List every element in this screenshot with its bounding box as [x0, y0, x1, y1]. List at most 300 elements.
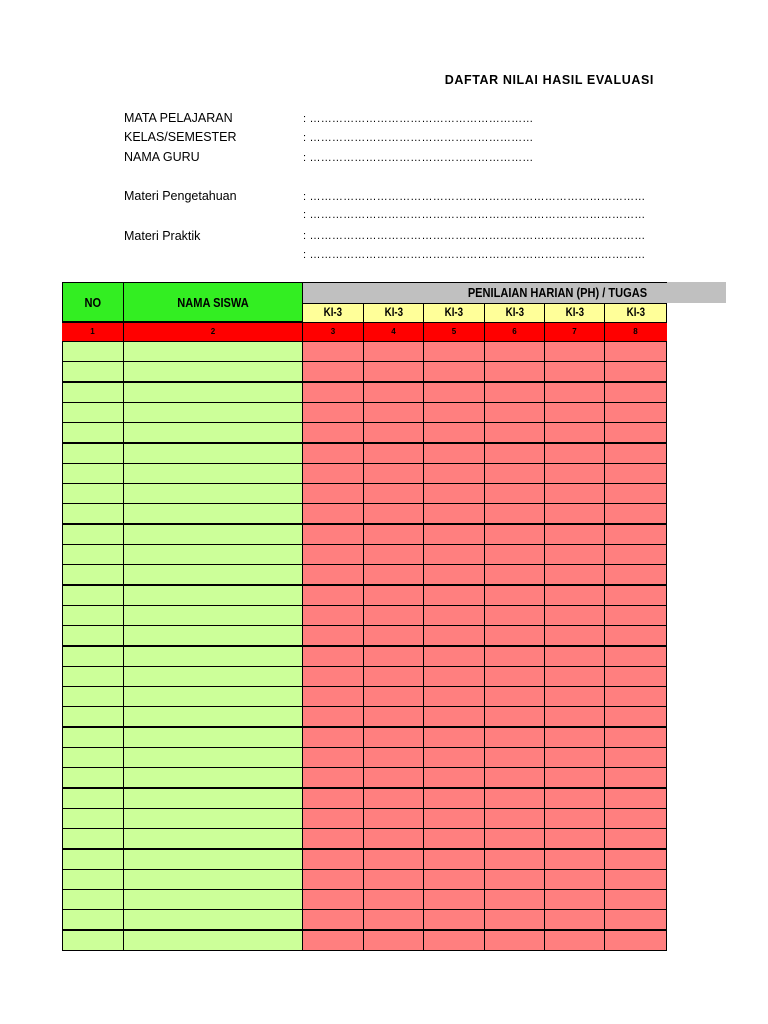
- cell-no[interactable]: [62, 463, 124, 484]
- cell-score-3[interactable]: [302, 483, 364, 504]
- cell-score-5[interactable]: [423, 524, 485, 545]
- cell-score-8[interactable]: [604, 625, 667, 646]
- cell-score-7[interactable]: [544, 361, 605, 382]
- ki-header-2: [363, 303, 424, 323]
- cell-score-5[interactable]: [423, 646, 485, 667]
- cell-score-4[interactable]: [363, 361, 424, 382]
- table-row: [62, 788, 667, 808]
- cell-no[interactable]: [62, 849, 124, 870]
- ki-header-6: [604, 303, 667, 323]
- column-number-row: [62, 322, 667, 342]
- cell-nama-siswa[interactable]: [123, 544, 303, 565]
- cell-score-5[interactable]: [423, 544, 485, 565]
- cell-score-5[interactable]: [423, 889, 485, 910]
- cell-score-8[interactable]: [604, 869, 667, 890]
- cell-score-6[interactable]: [484, 706, 545, 727]
- table-row: [62, 585, 667, 605]
- cell-score-5[interactable]: [423, 666, 485, 687]
- cell-nama-siswa[interactable]: [123, 808, 303, 829]
- cell-nama-siswa[interactable]: [123, 788, 303, 809]
- table-row: [62, 402, 667, 422]
- cell-score-3[interactable]: [302, 361, 364, 382]
- cell-nama-siswa[interactable]: [123, 909, 303, 930]
- cell-score-8[interactable]: [604, 747, 667, 768]
- cell-score-7[interactable]: [544, 747, 605, 768]
- cell-score-3[interactable]: [302, 524, 364, 545]
- table-row: [62, 808, 667, 828]
- cell-score-7[interactable]: [544, 930, 605, 951]
- cell-score-5[interactable]: [423, 402, 485, 423]
- info-value-materi-pengetahuan-1[interactable]: : ………………………………………………………………………………: [303, 191, 646, 203]
- cell-no[interactable]: [62, 443, 124, 464]
- table-row: [62, 849, 667, 869]
- col-number-1: 1: [90, 327, 95, 336]
- cell-no[interactable]: [62, 788, 124, 809]
- cell-nama-siswa[interactable]: [123, 443, 303, 464]
- cell-nama-siswa[interactable]: [123, 747, 303, 768]
- cell-score-7[interactable]: [544, 767, 605, 788]
- table-row: [62, 443, 667, 463]
- cell-score-7[interactable]: [544, 402, 605, 423]
- cell-nama-siswa[interactable]: [123, 869, 303, 890]
- cell-no[interactable]: [62, 361, 124, 382]
- cell-no[interactable]: [62, 828, 124, 849]
- cell-score-8[interactable]: [604, 706, 667, 727]
- info-value-materi-pengetahuan-2[interactable]: : ………………………………………………………………………………: [303, 209, 646, 221]
- col-number-7: 7: [572, 327, 577, 336]
- cell-score-7[interactable]: [544, 808, 605, 829]
- table-row: [62, 625, 667, 645]
- cell-score-4[interactable]: [363, 747, 424, 768]
- cell-score-4[interactable]: [363, 503, 424, 524]
- header-overflow-fill: [667, 282, 726, 303]
- cell-score-3[interactable]: [302, 889, 364, 910]
- col-number-2: 2: [210, 327, 216, 336]
- cell-score-8[interactable]: [604, 382, 667, 403]
- table-row: [62, 524, 667, 544]
- cell-no[interactable]: [62, 564, 124, 585]
- header-no-label: NO: [84, 294, 102, 310]
- cell-score-3[interactable]: [302, 849, 364, 870]
- cell-no[interactable]: [62, 341, 124, 362]
- info-value-materi-praktik-1[interactable]: : ………………………………………………………………………………: [303, 230, 646, 242]
- cell-score-5[interactable]: [423, 930, 485, 951]
- cell-score-6[interactable]: [484, 483, 545, 504]
- cell-no[interactable]: [62, 909, 124, 930]
- table-row: [62, 666, 667, 686]
- cell-score-3[interactable]: [302, 544, 364, 565]
- cell-score-8[interactable]: [604, 402, 667, 423]
- cell-no[interactable]: [62, 727, 124, 748]
- cell-score-8[interactable]: [604, 849, 667, 870]
- cell-score-3[interactable]: [302, 767, 364, 788]
- cell-score-3[interactable]: [302, 808, 364, 829]
- cell-score-8[interactable]: [604, 422, 667, 443]
- cell-no[interactable]: [62, 544, 124, 565]
- cell-score-7[interactable]: [544, 646, 605, 667]
- cell-no[interactable]: [62, 625, 124, 646]
- cell-score-8[interactable]: [604, 483, 667, 504]
- cell-score-5[interactable]: [423, 767, 485, 788]
- cell-score-4[interactable]: [363, 544, 424, 565]
- cell-score-4[interactable]: [363, 564, 424, 585]
- cell-no[interactable]: [62, 686, 124, 707]
- cell-score-6[interactable]: [484, 402, 545, 423]
- table-row: [62, 747, 667, 767]
- cell-nama-siswa[interactable]: [123, 625, 303, 646]
- info-value-nama-guru[interactable]: : ……………………………………………………: [303, 152, 534, 164]
- table-row: [62, 341, 667, 361]
- cell-nama-siswa[interactable]: [123, 767, 303, 788]
- cell-score-8[interactable]: [604, 808, 667, 829]
- cell-score-8[interactable]: [604, 605, 667, 626]
- cell-score-6[interactable]: [484, 564, 545, 585]
- cell-score-8[interactable]: [604, 686, 667, 707]
- table-row: [62, 767, 667, 787]
- cell-score-5[interactable]: [423, 382, 485, 403]
- cell-score-4[interactable]: [363, 930, 424, 951]
- cell-score-7[interactable]: [544, 625, 605, 646]
- col-number-6: 6: [512, 327, 517, 336]
- ph-header-label: PENILAIAN HARIAN (PH) / TUGAS: [467, 285, 648, 300]
- table-row: [62, 483, 667, 503]
- cell-score-4[interactable]: [363, 443, 424, 464]
- cell-no[interactable]: [62, 503, 124, 524]
- cell-no[interactable]: [62, 524, 124, 545]
- cell-score-3[interactable]: [302, 463, 364, 484]
- cell-nama-siswa[interactable]: [123, 524, 303, 545]
- cell-score-8[interactable]: [604, 828, 667, 849]
- cell-score-5[interactable]: [423, 706, 485, 727]
- cell-nama-siswa[interactable]: [123, 422, 303, 443]
- cell-score-3[interactable]: [302, 503, 364, 524]
- ki-header-label: KI-3: [505, 307, 524, 319]
- cell-score-6[interactable]: [484, 889, 545, 910]
- cell-score-6[interactable]: [484, 605, 545, 626]
- cell-score-8[interactable]: [604, 361, 667, 382]
- cell-score-7[interactable]: [544, 564, 605, 585]
- cell-nama-siswa[interactable]: [123, 585, 303, 606]
- cell-nama-siswa[interactable]: [123, 686, 303, 707]
- cell-no[interactable]: [62, 646, 124, 667]
- cell-score-4[interactable]: [363, 808, 424, 829]
- cell-score-4[interactable]: [363, 463, 424, 484]
- cell-score-7[interactable]: [544, 605, 605, 626]
- cell-score-3[interactable]: [302, 666, 364, 687]
- header-nama-siswa: [123, 282, 303, 322]
- cell-nama-siswa[interactable]: [123, 503, 303, 524]
- cell-no[interactable]: [62, 767, 124, 788]
- table-row: [62, 686, 667, 706]
- cell-score-4[interactable]: [363, 524, 424, 545]
- cell-score-4[interactable]: [363, 402, 424, 423]
- cell-score-5[interactable]: [423, 625, 485, 646]
- cell-score-7[interactable]: [544, 503, 605, 524]
- cell-score-5[interactable]: [423, 849, 485, 870]
- cell-score-7[interactable]: [544, 686, 605, 707]
- table-row: [62, 564, 667, 584]
- cell-score-6[interactable]: [484, 808, 545, 829]
- cell-score-4[interactable]: [363, 767, 424, 788]
- cell-score-6[interactable]: [484, 788, 545, 809]
- cell-score-5[interactable]: [423, 341, 485, 362]
- cell-score-3[interactable]: [302, 382, 364, 403]
- cell-score-7[interactable]: [544, 483, 605, 504]
- cell-nama-siswa[interactable]: [123, 849, 303, 870]
- ki-header-label: KI-3: [626, 307, 645, 319]
- ki-header-label: KI-3: [565, 307, 584, 319]
- cell-no[interactable]: [62, 605, 124, 626]
- cell-nama-siswa[interactable]: [123, 382, 303, 403]
- cell-score-7[interactable]: [544, 869, 605, 890]
- cell-no[interactable]: [62, 382, 124, 403]
- cell-score-6[interactable]: [484, 646, 545, 667]
- cell-score-6[interactable]: [484, 585, 545, 606]
- cell-score-6[interactable]: [484, 767, 545, 788]
- cell-score-8[interactable]: [604, 727, 667, 748]
- cell-no[interactable]: [62, 402, 124, 423]
- cell-score-5[interactable]: [423, 443, 485, 464]
- cell-no[interactable]: [62, 930, 124, 951]
- table-row: [62, 422, 667, 442]
- cell-no[interactable]: [62, 747, 124, 768]
- cell-score-8[interactable]: [604, 909, 667, 930]
- cell-score-7[interactable]: [544, 849, 605, 870]
- cell-score-4[interactable]: [363, 585, 424, 606]
- cell-score-5[interactable]: [423, 808, 485, 829]
- cell-score-8[interactable]: [604, 930, 667, 951]
- cell-score-6[interactable]: [484, 930, 545, 951]
- cell-score-7[interactable]: [544, 889, 605, 910]
- ki-header-5: [544, 303, 605, 323]
- cell-no[interactable]: [62, 666, 124, 687]
- cell-score-8[interactable]: [604, 443, 667, 464]
- cell-score-8[interactable]: [604, 788, 667, 809]
- cell-score-8[interactable]: [604, 889, 667, 910]
- grade-table: [62, 282, 667, 954]
- cell-score-7[interactable]: [544, 382, 605, 403]
- cell-nama-siswa[interactable]: [123, 666, 303, 687]
- table-row: [62, 503, 667, 523]
- cell-score-5[interactable]: [423, 564, 485, 585]
- cell-score-8[interactable]: [604, 524, 667, 545]
- cell-score-5[interactable]: [423, 463, 485, 484]
- col-number-5: 5: [451, 327, 457, 336]
- cell-score-3[interactable]: [302, 625, 364, 646]
- info-label-materi-pengetahuan: Materi Pengetahuan: [124, 189, 237, 203]
- cell-nama-siswa[interactable]: [123, 463, 303, 484]
- table-row: [62, 930, 667, 950]
- cell-score-8[interactable]: [604, 564, 667, 585]
- cell-score-5[interactable]: [423, 909, 485, 930]
- cell-score-3[interactable]: [302, 788, 364, 809]
- cell-score-5[interactable]: [423, 605, 485, 626]
- cell-score-8[interactable]: [604, 503, 667, 524]
- cell-score-5[interactable]: [423, 503, 485, 524]
- cell-score-4[interactable]: [363, 849, 424, 870]
- cell-score-6[interactable]: [484, 686, 545, 707]
- cell-nama-siswa[interactable]: [123, 646, 303, 667]
- cell-score-3[interactable]: [302, 869, 364, 890]
- cell-score-6[interactable]: [484, 544, 545, 565]
- cell-score-7[interactable]: [544, 443, 605, 464]
- cell-score-5[interactable]: [423, 422, 485, 443]
- cell-score-5[interactable]: [423, 828, 485, 849]
- table-row: [62, 869, 667, 889]
- cell-nama-siswa[interactable]: [123, 828, 303, 849]
- cell-score-7[interactable]: [544, 666, 605, 687]
- ki-header-3: [423, 303, 485, 323]
- cell-score-3[interactable]: [302, 909, 364, 930]
- cell-score-6[interactable]: [484, 503, 545, 524]
- cell-score-4[interactable]: [363, 625, 424, 646]
- cell-score-3[interactable]: [302, 341, 364, 362]
- cell-score-4[interactable]: [363, 706, 424, 727]
- cell-score-6[interactable]: [484, 463, 545, 484]
- cell-score-6[interactable]: [484, 666, 545, 687]
- cell-score-4[interactable]: [363, 889, 424, 910]
- cell-score-8[interactable]: [604, 585, 667, 606]
- cell-score-4[interactable]: [363, 666, 424, 687]
- cell-nama-siswa[interactable]: [123, 706, 303, 727]
- table-row: [62, 909, 667, 929]
- cell-score-7[interactable]: [544, 828, 605, 849]
- cell-score-4[interactable]: [363, 909, 424, 930]
- cell-score-7[interactable]: [544, 341, 605, 362]
- info-value-mata-pelajaran[interactable]: : ……………………………………………………: [303, 113, 534, 125]
- cell-score-7[interactable]: [544, 788, 605, 809]
- cell-score-3[interactable]: [302, 747, 364, 768]
- cell-score-3[interactable]: [302, 443, 364, 464]
- cell-score-3[interactable]: [302, 686, 364, 707]
- cell-score-7[interactable]: [544, 463, 605, 484]
- cell-no[interactable]: [62, 869, 124, 890]
- cell-score-4[interactable]: [363, 828, 424, 849]
- cell-nama-siswa[interactable]: [123, 930, 303, 951]
- cell-no[interactable]: [62, 422, 124, 443]
- cell-score-3[interactable]: [302, 605, 364, 626]
- cell-score-6[interactable]: [484, 524, 545, 545]
- cell-score-4[interactable]: [363, 869, 424, 890]
- cell-score-7[interactable]: [544, 422, 605, 443]
- cell-score-3[interactable]: [302, 564, 364, 585]
- cell-score-6[interactable]: [484, 422, 545, 443]
- cell-score-5[interactable]: [423, 361, 485, 382]
- table-row: [62, 544, 667, 564]
- cell-score-4[interactable]: [363, 422, 424, 443]
- cell-nama-siswa[interactable]: [123, 564, 303, 585]
- cell-nama-siswa[interactable]: [123, 889, 303, 910]
- cell-score-7[interactable]: [544, 585, 605, 606]
- cell-nama-siswa[interactable]: [123, 341, 303, 362]
- table-row: [62, 382, 667, 402]
- ph-header: [302, 282, 667, 304]
- cell-score-7[interactable]: [544, 706, 605, 727]
- table-row: [62, 605, 667, 625]
- cell-score-3[interactable]: [302, 930, 364, 951]
- cell-score-6[interactable]: [484, 382, 545, 403]
- cell-score-6[interactable]: [484, 849, 545, 870]
- cell-nama-siswa[interactable]: [123, 483, 303, 504]
- cell-score-6[interactable]: [484, 625, 545, 646]
- cell-score-6[interactable]: [484, 341, 545, 362]
- cell-score-3[interactable]: [302, 422, 364, 443]
- cell-score-8[interactable]: [604, 767, 667, 788]
- cell-score-8[interactable]: [604, 341, 667, 362]
- info-value-materi-praktik-2[interactable]: : ………………………………………………………………………………: [303, 249, 646, 261]
- cell-score-4[interactable]: [363, 341, 424, 362]
- cell-score-4[interactable]: [363, 727, 424, 748]
- table-row: [62, 646, 667, 666]
- cell-score-6[interactable]: [484, 828, 545, 849]
- cell-score-8[interactable]: [604, 666, 667, 687]
- ki-header-1: [302, 303, 364, 323]
- cell-score-3[interactable]: [302, 727, 364, 748]
- cell-score-6[interactable]: [484, 869, 545, 890]
- cell-nama-siswa[interactable]: [123, 605, 303, 626]
- cell-score-7[interactable]: [544, 544, 605, 565]
- cell-no[interactable]: [62, 706, 124, 727]
- cell-score-5[interactable]: [423, 686, 485, 707]
- cell-no[interactable]: [62, 483, 124, 504]
- cell-score-5[interactable]: [423, 869, 485, 890]
- cell-score-4[interactable]: [363, 483, 424, 504]
- table-row: [62, 828, 667, 848]
- table-row: [62, 889, 667, 909]
- cell-nama-siswa[interactable]: [123, 361, 303, 382]
- table-row: [62, 727, 667, 747]
- cell-score-6[interactable]: [484, 361, 545, 382]
- cell-score-5[interactable]: [423, 727, 485, 748]
- cell-score-8[interactable]: [604, 646, 667, 667]
- cell-nama-siswa[interactable]: [123, 727, 303, 748]
- cell-score-5[interactable]: [423, 747, 485, 768]
- ki-header-label: KI-3: [384, 307, 403, 319]
- cell-score-6[interactable]: [484, 443, 545, 464]
- cell-score-4[interactable]: [363, 646, 424, 667]
- cell-no[interactable]: [62, 808, 124, 829]
- cell-score-4[interactable]: [363, 382, 424, 403]
- col-number-4: 4: [391, 327, 396, 336]
- ki-header-label: KI-3: [444, 307, 464, 319]
- cell-score-3[interactable]: [302, 402, 364, 423]
- cell-score-4[interactable]: [363, 788, 424, 809]
- table-row: [62, 706, 667, 726]
- cell-no[interactable]: [62, 585, 124, 606]
- table-row: [62, 361, 667, 381]
- cell-score-6[interactable]: [484, 909, 545, 930]
- cell-score-4[interactable]: [363, 686, 424, 707]
- info-value-kelas-semester[interactable]: : ……………………………………………………: [303, 132, 534, 144]
- cell-score-7[interactable]: [544, 727, 605, 748]
- cell-score-5[interactable]: [423, 483, 485, 504]
- cell-score-4[interactable]: [363, 605, 424, 626]
- cell-score-3[interactable]: [302, 706, 364, 727]
- cell-no[interactable]: [62, 889, 124, 910]
- cell-score-6[interactable]: [484, 727, 545, 748]
- cell-score-8[interactable]: [604, 463, 667, 484]
- cell-nama-siswa[interactable]: [123, 402, 303, 423]
- cell-score-5[interactable]: [423, 788, 485, 809]
- cell-score-7[interactable]: [544, 909, 605, 930]
- cell-score-3[interactable]: [302, 828, 364, 849]
- cell-score-7[interactable]: [544, 524, 605, 545]
- cell-score-3[interactable]: [302, 646, 364, 667]
- cell-score-8[interactable]: [604, 544, 667, 565]
- cell-score-3[interactable]: [302, 585, 364, 606]
- cell-score-6[interactable]: [484, 747, 545, 768]
- cell-score-5[interactable]: [423, 585, 485, 606]
